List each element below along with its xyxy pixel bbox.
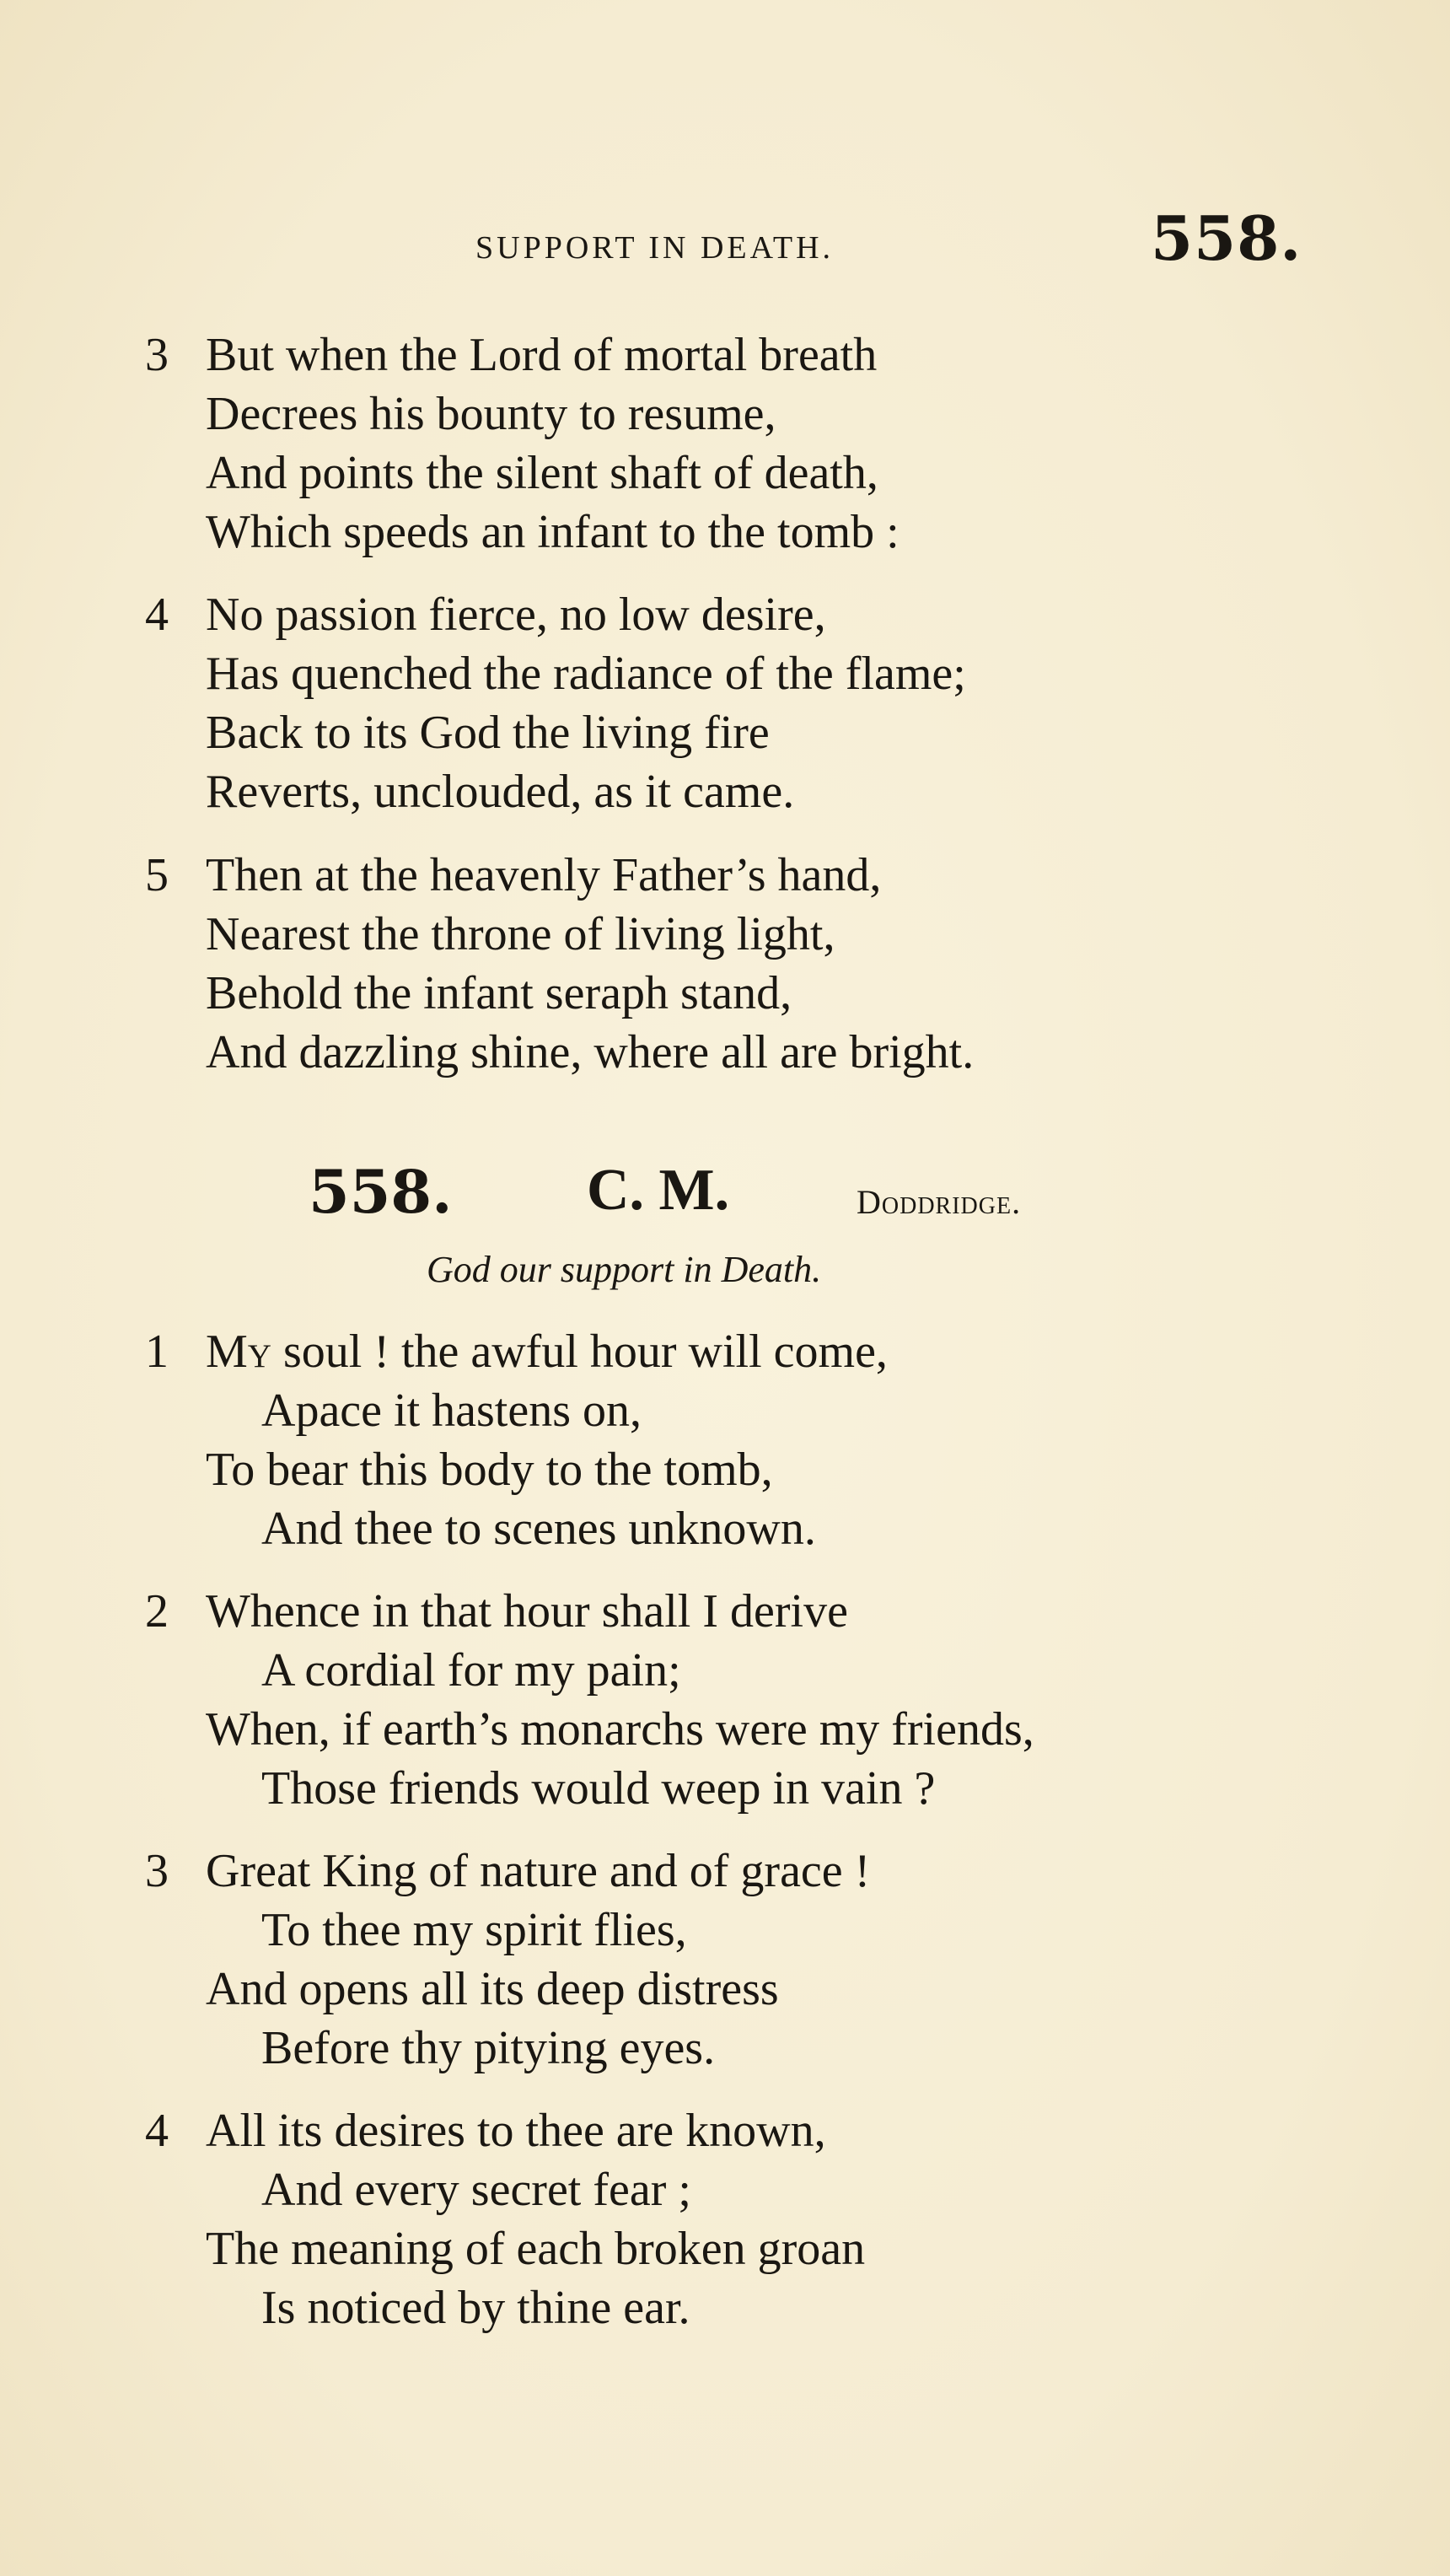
verse-number: 3 xyxy=(145,329,169,381)
verse-number: 4 xyxy=(145,2105,169,2157)
verse-line: Reverts, unclouded, as it came. xyxy=(206,766,795,818)
verse-line: The meaning of each broken groan xyxy=(206,2223,866,2275)
verse-line: But when the Lord of mortal breath xyxy=(206,329,878,381)
verse-line: When, if earth’s monarchs were my friends, xyxy=(206,1703,1034,1756)
verse-line: Great King of nature and of grace ! xyxy=(206,1845,871,1897)
verse-line: Before thy pitying eyes. xyxy=(261,2022,716,2074)
verse-line-text: soul ! the awful hour will come, xyxy=(282,1326,888,1378)
verse-number: 2 xyxy=(145,1585,169,1638)
verse-line: To thee my spirit flies, xyxy=(261,1904,687,1956)
hymn-subtitle: God our support in Death. xyxy=(427,1249,822,1290)
verse-line: Whence in that hour shall I derive xyxy=(206,1585,848,1638)
page-number: 558. xyxy=(1151,202,1302,274)
verse-line: Is noticed by thine ear. xyxy=(261,2282,690,2334)
verse-number: 1 xyxy=(145,1326,169,1378)
verse-line: To bear this body to the tomb, xyxy=(206,1444,773,1496)
verse-line: And thee to scenes unknown. xyxy=(261,1503,816,1555)
verse-number: 4 xyxy=(145,589,169,641)
verse-line: Apace it hastens on, xyxy=(261,1385,642,1437)
verse-line: Decrees his bounty to resume, xyxy=(206,388,776,440)
verse-line: Back to its God the living fire xyxy=(206,707,770,759)
verse-line: And dazzling shine, where all are bright. xyxy=(206,1026,975,1078)
verse-line: Which speeds an infant to the tomb : xyxy=(206,506,900,558)
verse-line: No passion fierce, no low desire, xyxy=(206,589,826,641)
verse-line: Then at the heavenly Father’s hand, xyxy=(206,849,882,901)
hymn-number: 558. xyxy=(309,1157,453,1227)
verse-line: And opens all its deep distress xyxy=(206,1963,779,2015)
verse-line: All its desires to thee are known, xyxy=(206,2105,826,2157)
verse-line: Behold the infant seraph stand, xyxy=(206,967,792,1019)
verse-line: And points the silent shaft of death, xyxy=(206,447,878,499)
hymn-meter: C. M. xyxy=(587,1158,730,1223)
verse-line: Nearest the throne of living light, xyxy=(206,908,835,960)
verse-line: Has quenched the radiance of the flame; xyxy=(206,648,966,700)
hymn-author: Doddridge. xyxy=(857,1183,1022,1221)
verse-number: 3 xyxy=(145,1845,169,1897)
verse-line: A cordial for my pain; xyxy=(261,1644,681,1697)
verse-line: Those friends would weep in vain ? xyxy=(261,1762,936,1815)
verse-first-word: My xyxy=(206,1326,271,1378)
running-header-title: SUPPORT IN DEATH. xyxy=(475,230,835,266)
verse-number: 5 xyxy=(145,849,169,901)
verse-line xyxy=(206,1322,888,1381)
verse-line: And every secret fear ; xyxy=(261,2164,691,2216)
